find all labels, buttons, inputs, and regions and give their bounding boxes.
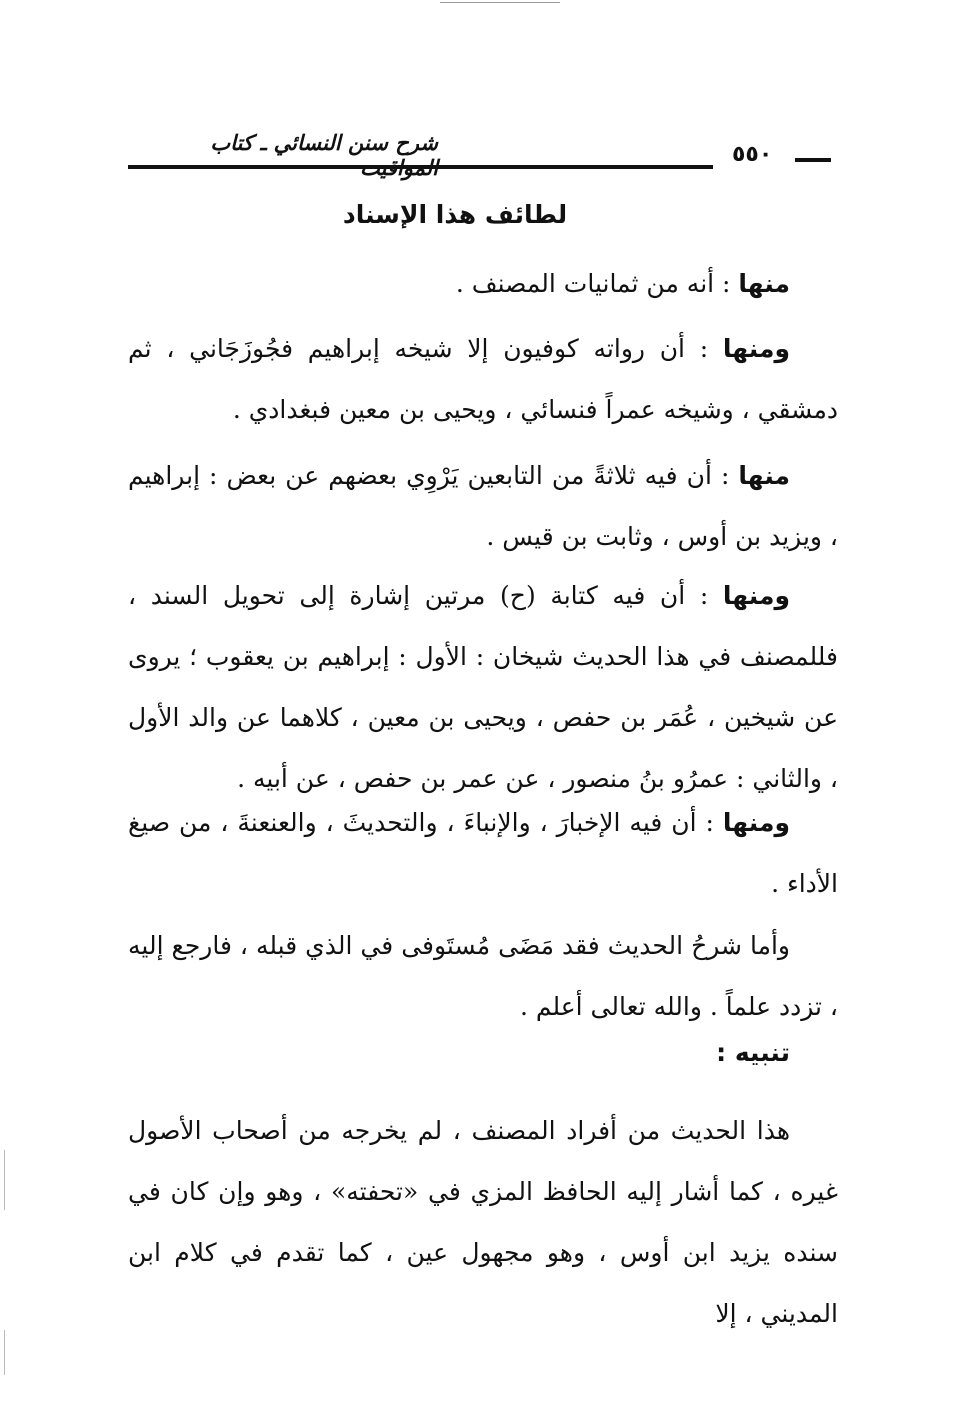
paragraph-3	[128, 445, 838, 567]
paragraph-text: : أن فيه الإخبارَ ، والإنباءَ ، والتحديثَ ، والعنعنةَ ، من صيغ الأداء .	[128, 808, 838, 898]
top-edge-rule	[440, 2, 560, 3]
scan-edge-mark	[4, 1150, 5, 1210]
paragraph-lead: ومنها	[722, 581, 790, 610]
header-rule	[128, 165, 713, 169]
paragraph-1	[128, 253, 838, 314]
note-heading: تنبيه :	[716, 1038, 790, 1067]
paragraph-lead: منها	[738, 269, 790, 298]
paragraph-lead: ومنها	[722, 808, 790, 837]
paragraph-lead: منها	[738, 461, 790, 490]
note-heading-block	[128, 1038, 838, 1067]
note-paragraph	[128, 1100, 838, 1344]
paragraph-text: : أن رواته كوفيون إلا شيخه إبراهيم فجُوزَجَاني ، ثم دمشقي ، وشيخه عمراً فنسائي ، ويحيى بن معين فبغدادي .	[128, 334, 838, 424]
page-number: ٥٥٠	[732, 142, 773, 167]
paragraph-5	[128, 792, 838, 914]
scan-edge-mark	[4, 1330, 5, 1375]
running-header-title: شرح سنن النسائي ـ كتاب	[210, 130, 438, 155]
paragraph-2	[128, 318, 838, 440]
paragraph-4	[128, 565, 838, 809]
paragraph-text: : أن فيه ثلاثةً من التابعين يَرْوِي بعضهم عن بعض : إبراهيم ، ويزيد بن أوس ، وثابت بن قيس .	[128, 461, 838, 551]
paragraph-text: وأما شرحُ الحديث فقد مَضَى مُستَوفى في الذي قبله ، فارجع إليه ، تزدد علماً . والله تعالى أعلم .	[128, 931, 838, 1021]
section-heading: لطائف هذا الإسناد	[342, 200, 568, 229]
header-rule-short	[795, 158, 831, 162]
paragraph-text: : أن فيه كتابة (ح) مرتين إشارة إلى تحويل السند ، فللمصنف في هذا الحديث شيخان : الأول : إبراهيم بن يعقوب ؛ يروى عن شيخين ، عُمَر بن حفص ، ويحيى بن معين ، كلاهما عن والد الأول ، والثاني : عمرُو بنُ منصور ، عن عمر بن حفص ، عن أبيه .	[128, 581, 838, 793]
paragraph-lead: ومنها	[722, 334, 790, 363]
paragraph-text: : أنه من ثمانيات المصنف .	[455, 269, 739, 298]
paragraph-6	[128, 915, 838, 1037]
paragraph-text: هذا الحديث من أفراد المصنف ، لم يخرجه من أصحاب الأصول غيره ، كما أشار إليه الحافظ المزي في «تحفته» ، وهو وإن كان في سنده يزيد ابن أوس ، وهو مجهول عين ، كما تقدم في كلام ابن المديني ، إلا	[128, 1116, 839, 1328]
